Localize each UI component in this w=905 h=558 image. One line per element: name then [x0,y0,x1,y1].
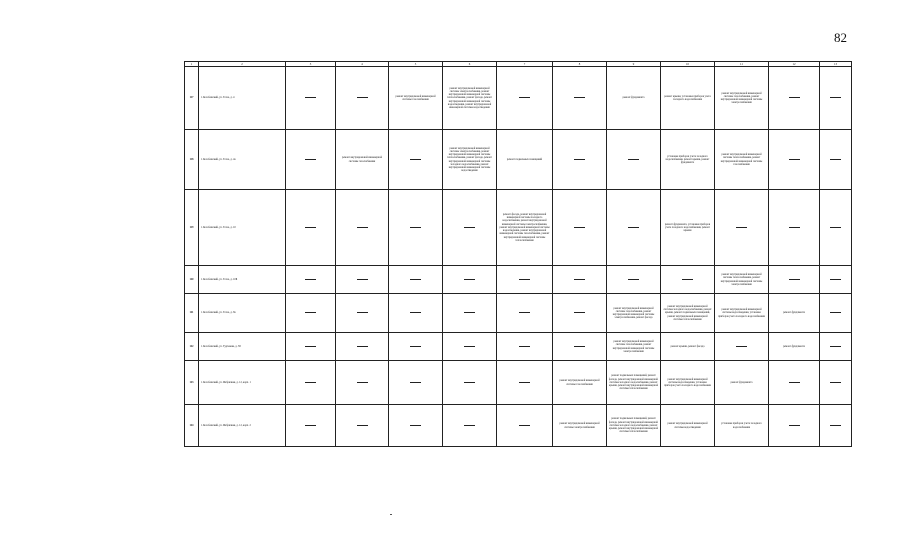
row-number: 121 [185,294,199,333]
row-number: 123 [185,361,199,405]
empty-dash [789,227,800,228]
work-cell [497,294,553,333]
work-cell: ремонт внутридомовой инженерной системы газоснабжения [336,130,389,190]
empty-dash [519,425,530,426]
table-row [185,67,852,130]
empty-dash [789,382,800,383]
empty-dash [789,97,800,98]
work-cell: ремонт фундамента [715,361,769,405]
work-cell [820,266,852,294]
work-cell [715,333,769,361]
work-cell [336,266,389,294]
work-cell [607,190,661,266]
table-row [185,266,852,294]
row-number: 120 [185,266,199,294]
work-cell: ремонт подвальных помещений, ремонт фасада, ремонт внутридомовой инженерной системы холодного водоснабжения, ремонт крыши, ремонт внутридомовой инженерной системы теплоснабжения [607,361,661,405]
work-cell: ремонт внутридомовой инженерной системы газоснабжения [389,67,443,130]
work-cell [769,361,820,405]
work-cell [443,405,497,447]
row-number: 117 [185,67,199,130]
address-cell: г. Козобашский, ул. Тотоа, д. 10Б [199,266,286,294]
row-number: 122 [185,333,199,361]
empty-dash [519,279,530,280]
empty-dash [410,312,421,313]
work-cell: ремонт крыши, ремонт фасада [661,333,715,361]
work-cell [389,294,443,333]
work-cell: ремонт подвальных помещений, ремонт фасада, ремонт внутридомовой инженерной системы холодного водоснабжения, ремонт крыши, ремонт внутридомовой инженерной системы теплоснабжения [607,405,661,447]
table-row [185,294,852,333]
column-number: 7 [497,62,553,67]
work-cell: ремонт внутридомовой инженерной системы газоснабжения, ремонт внутридомовой инженерной системы электроснабжения, ремонт фасада [607,294,661,333]
work-cell [286,294,336,333]
work-cell [336,294,389,333]
empty-dash [305,97,316,98]
work-cell [286,361,336,405]
work-cell [553,67,607,130]
work-cell: ремонт внутридомовой инженерной системы газоснабжения, ремонт внутридомовой инженерной системы электроснабжения [715,67,769,130]
empty-dash [464,279,475,280]
work-cell: ремонт фундамента, установка приборов учета холодного водоснабжения, ремонт крыши [661,190,715,266]
address-cell: г. Козобашский, ул. Фабричная, д. 12, корп. 2 [199,405,286,447]
empty-dash [574,159,585,160]
work-cell [607,130,661,190]
work-cell [820,67,852,130]
work-cell [286,130,336,190]
empty-dash [736,227,747,228]
work-cell [443,266,497,294]
work-cell [607,266,661,294]
work-cell: ремонт подвальных помещений [497,130,553,190]
column-number: 12 [769,62,820,67]
empty-dash [464,227,475,228]
work-cell [389,333,443,361]
work-cell [336,190,389,266]
address-cell: г. Козобашский, ул. Тотоа, д. 4 [199,67,286,130]
work-cell: ремонт фасада, ремонт внутридомовой инженерной системы холодного водоснабжения, ремонт внутридомовой инженерной системы электроснабжения, ремонт внутридомовой инженерной системы водоотведения, ремонт внутридомовой инженерной системы газоснабжения, ремонт внутридомовой инженерной системы теплоснабжения [497,190,553,266]
empty-dash [789,425,800,426]
address-cell: г. Козобашский, ул. Фабричная, д. 12, корп. 1 [199,361,286,405]
row-number: 119 [185,190,199,266]
table-row [185,361,852,405]
work-cell [443,294,497,333]
table-row [185,190,852,266]
empty-dash [305,279,316,280]
empty-dash [830,346,841,347]
work-cell: ремонт внутридомовой инженерной системы электроснабжения, ремонт внутридомовой инженерной системы теплоснабжения, ремонт фасада, ремонт внутридомовой инженерной системы водоотведения, ремонт внутридомовой инженерной системы водоотведения [443,67,497,130]
empty-dash [357,227,368,228]
empty-dash [357,312,368,313]
empty-dash [410,227,421,228]
work-cell [389,266,443,294]
work-cell: ремонт внутридомовой инженерной системы холодного водоснабжения, ремонт крыши, ремонт подвальных помещений, ремонт внутридомовой инженерной системы теплоснабжения [661,294,715,333]
work-cell [715,190,769,266]
work-cell [769,405,820,447]
column-number: 3 [286,62,336,67]
empty-dash [628,279,639,280]
column-number: 13 [820,62,852,67]
address-cell: г. Козобашский, ул. Тургенева, д. 38 [199,333,286,361]
work-cell: ремонт внутридомовой инженерной системы теплоснабжения, ремонт внутридомовой инженерной системы газоснабжения [715,130,769,190]
empty-dash [305,312,316,313]
empty-dash [357,425,368,426]
work-cell [286,67,336,130]
empty-dash [410,382,421,383]
column-number: 11 [715,62,769,67]
work-cell [553,266,607,294]
empty-dash [357,279,368,280]
work-cell [820,130,852,190]
empty-dash [789,159,800,160]
work-cell [820,361,852,405]
empty-dash [519,346,530,347]
table-row [185,333,852,361]
empty-dash [574,227,585,228]
work-cell [497,361,553,405]
column-number: 4 [336,62,389,67]
address-cell: г. Козобашский, ул. Тотоа, д. 4а [199,130,286,190]
column-number: 2 [199,62,286,67]
column-number: 6 [443,62,497,67]
work-cell [443,333,497,361]
work-cell: установка приборов учета холодного водоснабжения, ремонт крыши, ремонт фундамента [661,130,715,190]
empty-dash [305,227,316,228]
column-number: 10 [661,62,715,67]
empty-dash [357,97,368,98]
work-cell [497,67,553,130]
empty-dash [305,382,316,383]
work-cell: ремонт внутридомовой инженерной системы теплоснабжения, ремонт внутридомовой инженерной системы электроснабжения [715,266,769,294]
empty-dash [830,425,841,426]
work-cell: ремонт крыши, установка приборов учета холодного водоснабжения [661,67,715,130]
empty-dash [519,312,530,313]
empty-dash [574,97,585,98]
work-cell [661,266,715,294]
address-cell: г. Козобашский, ул. Тотоа, д. 10 [199,190,286,266]
empty-dash [830,382,841,383]
empty-dash [574,346,585,347]
empty-dash [830,227,841,228]
empty-dash [628,227,639,228]
empty-dash [410,425,421,426]
capital-repair-table [184,61,852,447]
work-cell [497,405,553,447]
work-cell [553,190,607,266]
empty-dash [574,312,585,313]
empty-dash [519,382,530,383]
work-cell [443,190,497,266]
work-cell [769,130,820,190]
row-number: 124 [185,405,199,447]
work-cell: ремонт фундамента [607,67,661,130]
work-cell [336,361,389,405]
work-cell: ремонт внутридомовой инженерной системы водоотведения, установка приборов учета холодного водоснабжения [661,361,715,405]
work-cell [336,405,389,447]
work-cell [389,361,443,405]
column-number: 1 [185,62,199,67]
column-number: 5 [389,62,443,67]
work-cell [389,190,443,266]
row-number: 118 [185,130,199,190]
work-cell [553,333,607,361]
work-cell [820,405,852,447]
empty-dash [357,382,368,383]
work-cell [769,67,820,130]
work-cell [443,361,497,405]
column-number: 8 [553,62,607,67]
table-row [185,405,852,447]
work-cell [769,266,820,294]
empty-dash [357,346,368,347]
work-cell [389,405,443,447]
empty-dash [830,312,841,313]
work-cell: ремонт фундамента [769,333,820,361]
empty-dash [464,425,475,426]
work-cell [553,130,607,190]
work-cell [336,67,389,130]
work-cell [497,333,553,361]
work-cell: ремонт внутридомовой инженерной системы водоотведения [661,405,715,447]
work-cell: ремонт внутридомовой инженерной системы газоснабжения [553,361,607,405]
empty-dash [305,425,316,426]
work-cell: установка приборов учета холодного водоснабжения [715,405,769,447]
empty-dash [305,159,316,160]
empty-dash [789,279,800,280]
empty-dash [574,279,585,280]
work-cell [820,190,852,266]
column-number: 9 [607,62,661,67]
empty-dash [410,279,421,280]
work-cell [497,266,553,294]
empty-dash [464,312,475,313]
work-cell [553,294,607,333]
empty-dash [628,159,639,160]
empty-dash [736,346,747,347]
empty-dash [830,97,841,98]
address-cell: г. Козобашский, ул. Тотоа, д. 8а [199,294,286,333]
work-cell [389,130,443,190]
work-cell: ремонт внутридомовой инженерной системы электроснабжения [553,405,607,447]
work-cell [336,333,389,361]
work-cell: ремонт внутридомовой инженерной системы водоотведения, установка приборов учета холодного водоснабжения [715,294,769,333]
empty-dash [830,159,841,160]
work-cell [820,333,852,361]
work-cell [769,190,820,266]
work-cell [820,294,852,333]
empty-dash [830,279,841,280]
page-number: 82 [834,30,847,45]
empty-dash [519,97,530,98]
empty-dash [682,279,693,280]
empty-dash [464,382,475,383]
empty-dash [410,159,421,160]
work-cell: ремонт внутридомовой инженерной системы электроснабжения, ремонт внутридомовой инженерной системы теплоснабжения, ремонт фасада, ремонт внутридомовой инженерной системы холодного водоснабжения, ремонт внутридомовой инженерной системы водоотведения [443,130,497,190]
empty-dash [464,346,475,347]
table-row [185,130,852,190]
empty-dash [305,346,316,347]
empty-dash [410,346,421,347]
work-cell [286,266,336,294]
work-cell: ремонт фундамента [769,294,820,333]
work-cell [286,405,336,447]
work-cell [286,333,336,361]
work-cell: ремонт внутридомовой инженерной системы газоснабжения, ремонт внутридомовой инженерной системы электроснабжения [607,333,661,361]
work-cell [286,190,336,266]
scan-speck [390,514,392,515]
